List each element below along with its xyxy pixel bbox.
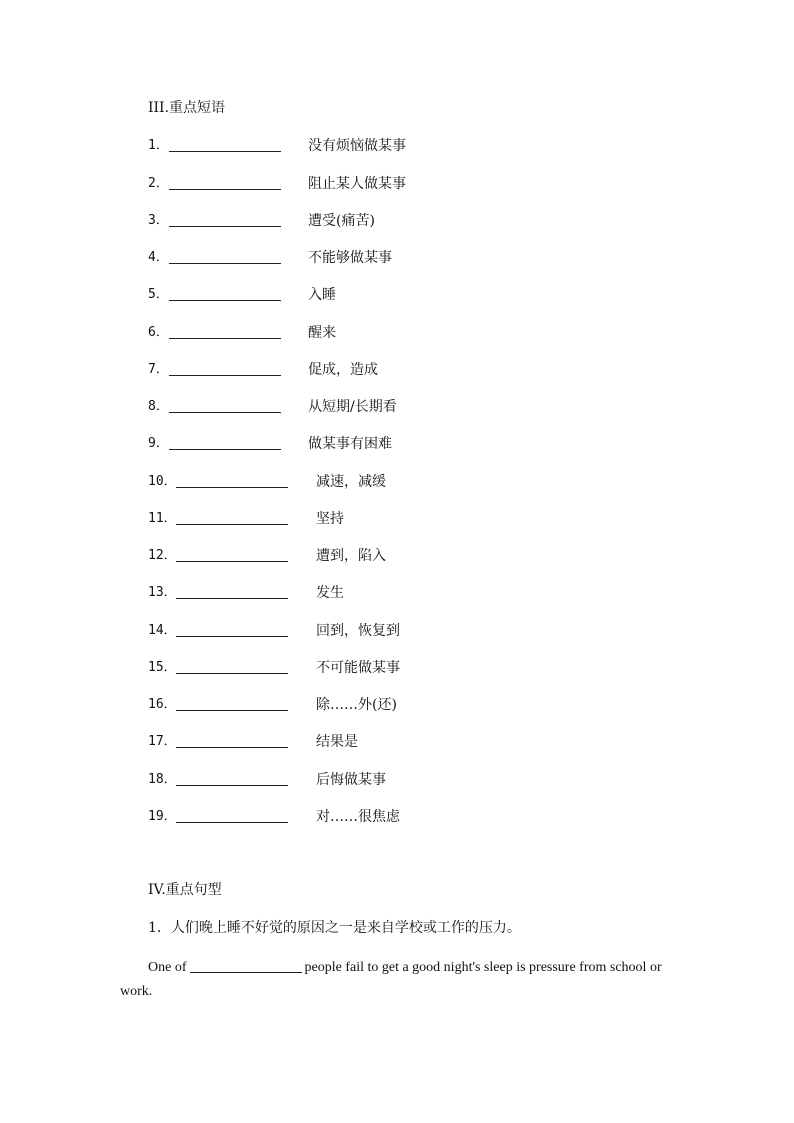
phrase-number: 11．	[148, 511, 177, 526]
sentence-1-english	[120, 956, 680, 1004]
phrase-meaning: 发生	[316, 585, 344, 601]
phrase-answer-blank[interactable]	[169, 449, 281, 450]
sentence-1-en-start: One of	[148, 960, 187, 975]
phrase-meaning: 不可能做某事	[316, 660, 400, 676]
phrase-number: 13．	[148, 585, 177, 600]
phrase-meaning: 除……外(还)	[316, 697, 397, 713]
phrase-meaning: 做某事有困难	[308, 436, 392, 452]
sentence-1-en-end: people fail to get a good night's sleep is pressure from school or work.	[120, 960, 662, 999]
phrase-answer-blank[interactable]	[176, 785, 288, 786]
phrase-answer-blank[interactable]	[176, 598, 288, 599]
phrase-answer-blank[interactable]	[169, 226, 281, 227]
phrase-answer-blank[interactable]	[176, 747, 288, 748]
phrase-number: 3．	[148, 213, 169, 228]
phrase-answer-blank[interactable]	[176, 710, 288, 711]
phrase-answer-blank[interactable]	[176, 636, 288, 637]
phrase-meaning: 减速，减缓	[316, 474, 386, 490]
phrase-number: 17．	[148, 734, 177, 749]
phrase-meaning: 阻止某人做某事	[308, 176, 406, 192]
phrase-number: 12．	[148, 548, 177, 563]
phrase-number: 6．	[148, 325, 169, 340]
phrase-number: 5．	[148, 287, 169, 302]
phrase-answer-blank[interactable]	[169, 263, 281, 264]
phrase-answer-blank[interactable]	[176, 487, 288, 488]
phrase-answer-blank[interactable]	[176, 822, 288, 823]
phrase-number: 8．	[148, 399, 169, 414]
phrase-answer-blank[interactable]	[169, 189, 281, 190]
phrase-meaning: 醒来	[308, 325, 336, 341]
phrase-number: 2．	[148, 176, 169, 191]
phrase-answer-blank[interactable]	[169, 300, 281, 301]
phrase-meaning: 回到，恢复到	[316, 623, 400, 639]
phrase-answer-blank[interactable]	[176, 524, 288, 525]
phrase-answer-blank[interactable]	[169, 412, 281, 413]
phrase-meaning: 入睡	[308, 287, 336, 303]
phrase-number: 10．	[148, 474, 177, 489]
sentence-1-chinese: 1．人们晚上睡不好觉的原因之一是来自学校或工作的压力。	[148, 920, 521, 936]
phrase-number: 16．	[148, 697, 177, 712]
phrase-number: 1．	[148, 138, 169, 153]
phrase-number: 4．	[148, 250, 169, 265]
phrase-number: 18．	[148, 772, 177, 787]
phrase-number: 9．	[148, 436, 169, 451]
phrase-meaning: 不能够做某事	[308, 250, 392, 266]
sentence-1-answer-blank[interactable]	[190, 958, 302, 973]
phrase-answer-blank[interactable]	[176, 673, 288, 674]
phrase-number: 14．	[148, 623, 177, 638]
phrase-meaning: 结果是	[316, 734, 358, 750]
phrase-meaning: 坚持	[316, 511, 344, 527]
phrase-number: 19．	[148, 809, 177, 824]
phrase-answer-blank[interactable]	[176, 561, 288, 562]
phrase-meaning: 对……很焦虑	[316, 809, 400, 825]
phrase-answer-blank[interactable]	[169, 375, 281, 376]
phrase-number: 7．	[148, 362, 169, 377]
phrase-meaning: 促成，造成	[308, 362, 378, 378]
phrase-meaning: 后悔做某事	[316, 772, 386, 788]
phrase-meaning: 遭到，陷入	[316, 548, 386, 564]
section-heading-key-phrases: III.重点短语	[148, 100, 226, 116]
phrase-answer-blank[interactable]	[169, 338, 281, 339]
phrase-meaning: 遭受(痛苦)	[308, 213, 375, 229]
phrase-meaning: 从短期/长期看	[308, 399, 397, 415]
phrase-number: 15．	[148, 660, 177, 675]
phrase-meaning: 没有烦恼做某事	[308, 138, 406, 154]
section-heading-key-sentences: IV.重点句型	[148, 882, 222, 898]
phrase-answer-blank[interactable]	[169, 151, 281, 152]
